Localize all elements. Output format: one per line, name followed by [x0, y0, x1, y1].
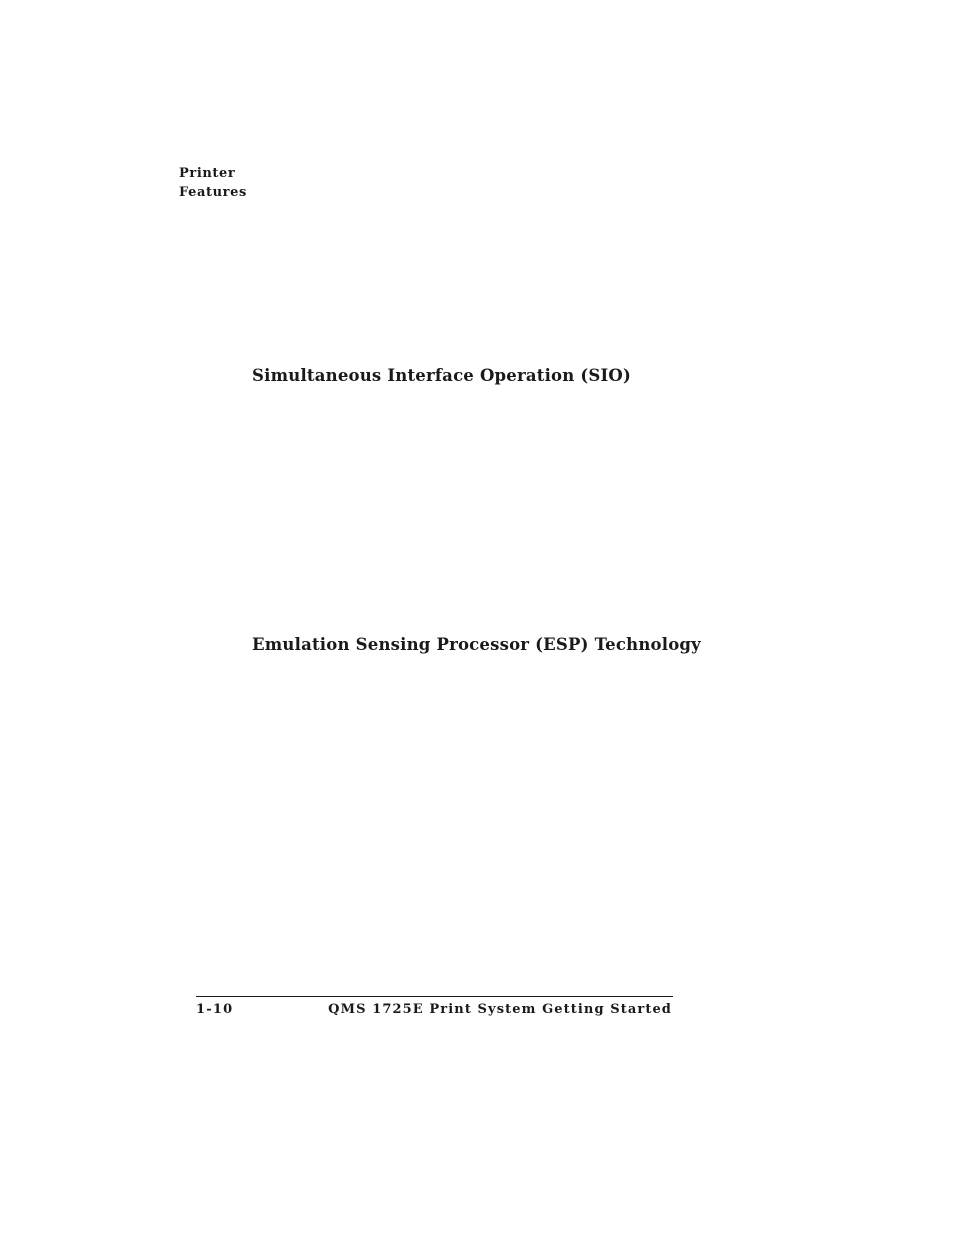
section-heading-esp: Emulation Sensing Processor (ESP) Technology — [252, 635, 701, 654]
margin-label-line-1: Printer — [179, 166, 236, 181]
margin-label-line-2: Features — [179, 185, 247, 200]
footer-divider — [196, 996, 673, 997]
margin-label — [179, 164, 247, 202]
document-title: QMS 1725E Print System Getting Started — [328, 1002, 672, 1017]
section-heading-sio: Simultaneous Interface Operation (SIO) — [252, 366, 632, 385]
page-number: 1-10 — [196, 1002, 234, 1017]
